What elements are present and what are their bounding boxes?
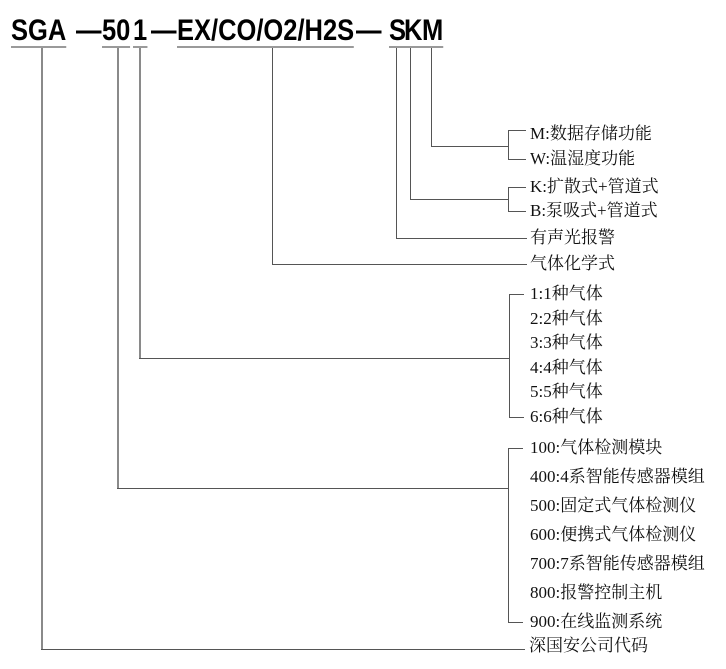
connector-horizontal-gas-formula	[272, 264, 527, 265]
label-gas-count-3: 3:3种气体	[530, 333, 603, 352]
code-separator: —	[151, 14, 177, 47]
code-segment-gas-count: 1	[133, 14, 148, 47]
label-gas-chemical-formula: 气体化学式	[530, 254, 615, 273]
label-series-100: 100:气体检测模块	[530, 438, 663, 457]
label-company-code: 深国安公司代码	[529, 636, 648, 655]
code-segment-series: 50	[102, 14, 131, 47]
bracket-gas-count-vertical	[509, 294, 510, 418]
connector-vertical-company	[41, 48, 43, 649]
label-gas-count-6: 6:6种气体	[530, 407, 603, 426]
connector-horizontal-k	[410, 199, 508, 200]
connector-vertical-s	[396, 48, 397, 238]
bracket-kb-vertical	[508, 187, 509, 212]
connector-horizontal-series	[117, 488, 508, 489]
label-series-800: 800:报警控制主机	[530, 583, 663, 602]
connector-horizontal-company	[41, 649, 525, 650]
connector-vertical-series	[117, 48, 119, 488]
label-gas-count-5: 5:5种气体	[530, 382, 603, 401]
code-separator: —	[76, 14, 102, 47]
connector-horizontal-s	[396, 238, 527, 239]
connector-horizontal-m	[431, 146, 508, 147]
bracket-mw-vertical	[508, 130, 509, 160]
bracket-gas-count-tick-top	[509, 294, 524, 295]
label-diffusion-type: K:扩散式+管道式	[530, 177, 659, 196]
label-gas-count-4: 4:4种气体	[530, 358, 603, 377]
bracket-kb-tick-bottom	[508, 211, 526, 212]
connector-vertical-gas-count	[139, 48, 141, 358]
label-series-400: 400:4系智能传感器模组	[530, 467, 705, 486]
code-separator: —	[356, 14, 382, 47]
label-series-500: 500:固定式气体检测仪	[530, 496, 697, 515]
label-gas-count-2: 2:2种气体	[530, 309, 603, 328]
code-segment-sampling: K	[404, 14, 423, 47]
code-segment-gas-formula: EX/CO/O2/H2S	[177, 14, 355, 47]
label-storage-function: M:数据存储功能	[530, 124, 652, 143]
code-segment-alarm: S	[389, 14, 407, 47]
bracket-series-tick-bottom	[508, 622, 523, 623]
bracket-kb-tick-top	[508, 187, 526, 188]
code-segment-storage: M	[422, 14, 444, 47]
bracket-mw-tick-top	[508, 130, 526, 131]
label-series-700: 700:7系智能传感器模组	[530, 554, 705, 573]
bracket-series-tick-top	[508, 448, 523, 449]
connector-horizontal-gas-count	[139, 358, 509, 359]
connector-vertical-k	[410, 48, 411, 199]
label-gas-count-1: 1:1种气体	[530, 284, 603, 303]
label-pump-type: B:泵吸式+管道式	[530, 201, 658, 220]
label-series-600: 600:便携式气体检测仪	[530, 525, 697, 544]
bracket-series-vertical	[508, 448, 509, 623]
connector-vertical-m	[431, 48, 432, 146]
bracket-gas-count-tick-bottom	[509, 417, 524, 418]
label-sound-light-alarm: 有声光报警	[530, 228, 615, 247]
code-segment-company: SGA	[11, 14, 67, 47]
label-series-900: 900:在线监测系统	[530, 612, 663, 631]
bracket-mw-tick-bottom	[508, 159, 526, 160]
label-humidity-function: W:温湿度功能	[530, 149, 636, 168]
connector-vertical-gas-formula	[272, 48, 273, 264]
